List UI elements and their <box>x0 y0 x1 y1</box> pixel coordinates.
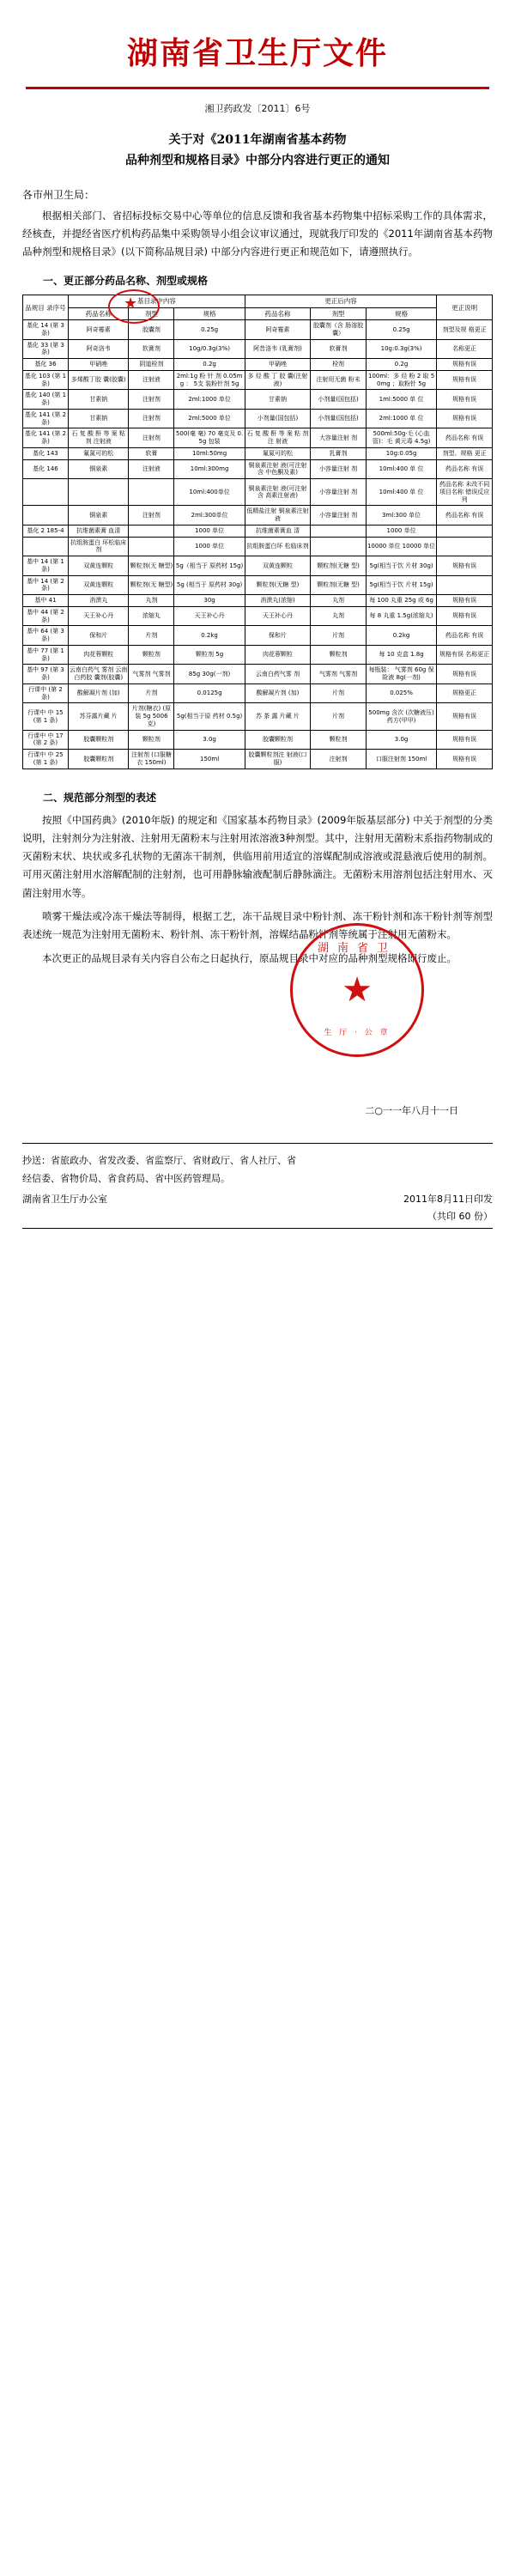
cell-spec-2: 500ml:50g·毛 (心血管)：毛 黄元毒 4.5g) <box>366 428 436 448</box>
cell-name: 胶囊颗粒剂 <box>68 750 129 769</box>
footer-divider <box>22 1143 493 1144</box>
cell-name-2: 云南白药气雾 剂 <box>245 665 310 684</box>
header-spec-2: 规格 <box>366 307 436 319</box>
cell-spec: 3.0g <box>174 730 245 750</box>
cell-form-2 <box>311 537 367 556</box>
cell-code: 基化 36 <box>23 359 69 371</box>
cell-note: 名称更正 <box>437 339 493 359</box>
cell-note: 规格有误 名称更正 <box>437 645 493 665</box>
cell-name: 铜泉素 <box>68 459 129 479</box>
cell-spec: 0.0125g <box>174 683 245 703</box>
cell-spec: 2ml:1g 粉 针 剂 0.05mg ： 5支 装粉针剂 5g <box>174 370 245 390</box>
cell-name: 氟氮可的松 <box>68 447 129 459</box>
footer-copies: （共印 60 份） <box>427 1210 493 1222</box>
cell-spec: 5g（相当于 原药材 15g) <box>174 556 245 576</box>
cell-code: 基中 97 (第 3 条) <box>23 665 69 684</box>
table-row <box>23 730 493 750</box>
cell-spec: 5g(相当于原 药材 0.5g) <box>174 703 245 730</box>
cell-form-2: 丸剂 <box>311 595 367 607</box>
cell-code: 基化 141 (第 2 条) <box>23 428 69 448</box>
cell-spec: 天王补心丹 <box>174 606 245 626</box>
cell-name: 肉花蓉颗粒 <box>68 645 129 665</box>
cell-code: 行课中 中 17 (第 2 条) <box>23 730 69 750</box>
cell-code: 基化 146 <box>23 459 69 479</box>
cell-spec-2: 每 10 克盒 1.8g <box>366 645 436 665</box>
cell-spec: 1000 单位 <box>174 537 245 556</box>
seal-star-icon: ★ <box>342 969 373 1010</box>
cell-code: 基中 44 (第 2 条) <box>23 606 69 626</box>
cell-name-2: 阿奇霉素 <box>245 320 310 340</box>
header-name: 药品名称 <box>68 307 129 319</box>
cell-form-2: 大容量注射 剂 <box>311 428 367 448</box>
cell-form: 软膏 <box>129 447 174 459</box>
cell-form-2: 小容量注射 剂 <box>311 459 367 479</box>
table-row <box>23 556 493 576</box>
cell-spec-2: 10g:0.3g(3%) <box>366 339 436 359</box>
cell-spec-2: 1000 单位 <box>366 525 436 537</box>
cell-form-2: 丸剂 <box>311 606 367 626</box>
table-row <box>23 339 493 359</box>
cell-form-2: 小容量注射 剂 <box>311 506 367 526</box>
header-note: 更正说明 <box>437 295 493 320</box>
cell-code: 行课中 中 15 (第 1 条) <box>23 703 69 730</box>
cell-spec-2: 10000 单位 10000 单位 <box>366 537 436 556</box>
footer-issuer: 湖南省卫生厅办公室 <box>22 1193 107 1205</box>
cell-form: 注射剂 (口服糖衣 150ml) <box>129 750 174 769</box>
cell-spec-2: 100ml：多 烃 粉 2 取 50mg ；取粉针 5g <box>366 370 436 390</box>
cell-form-2: 注射剂 <box>311 750 367 769</box>
cell-spec-2: 10ml:400 单 位 <box>366 479 436 506</box>
cell-spec-2: 3ml:300 单位 <box>366 506 436 526</box>
cell-note: 药品名称 有误 <box>437 428 493 448</box>
cell-name-2: 颗粒剂(无糖 型) <box>245 575 310 595</box>
cell-name-2: 胶囊颗粒剂注 射液(口服) <box>245 750 310 769</box>
cell-form: 颗粒剂(无 糖型) <box>129 575 174 595</box>
cell-spec-2: 500mg 含次 (次糖液压) 药方(甲甲) <box>366 703 436 730</box>
header-group-original: 基目录中内容 <box>68 295 245 307</box>
cell-form <box>129 525 174 537</box>
cell-spec: 颗粒剂 5g <box>174 645 245 665</box>
cell-name: 双黄连颗粒 <box>68 575 129 595</box>
letterhead-title: 湖南省卫生厅文件 <box>126 35 388 71</box>
table-row <box>23 459 493 479</box>
cell-spec: 150ml <box>174 750 245 769</box>
cell-note: 规格有误 <box>437 370 493 390</box>
table-row <box>23 626 493 646</box>
cell-spec-2: 0.2kg <box>366 626 436 646</box>
cell-code: 基中 64 (第 3 条) <box>23 626 69 646</box>
cell-name: 阿奇洛韦 <box>68 339 129 359</box>
cell-code: 基化 141 (第 2 条) <box>23 409 69 428</box>
cell-form: 片剂(糖衣) (原装 5g 5006 克) <box>129 703 174 730</box>
section-2-heading: 二、规范部分剂型的表述 <box>43 791 157 804</box>
cell-name-2: 小剂量(国包括) <box>245 409 310 428</box>
cell-name-2: 肉花蓉颗粒 <box>245 645 310 665</box>
cell-form-2: 颗粒剂 <box>311 730 367 750</box>
correction-table <box>22 295 493 769</box>
cell-form-2: 片剂 <box>311 626 367 646</box>
cell-note: 药品名称 有误 <box>437 626 493 646</box>
cell-name: 铜泉素 <box>68 506 129 526</box>
table-column-header-row <box>23 307 493 319</box>
cell-form: 颗粒剂 <box>129 645 174 665</box>
cell-spec-2: 3.0g <box>366 730 436 750</box>
cell-form-2: 小容量注射 剂 <box>311 479 367 506</box>
cell-name: 苏芬露片藏 片 <box>68 703 129 730</box>
cell-form <box>129 479 174 506</box>
cell-code: 基化 2 185-4 <box>23 525 69 537</box>
cell-form: 注射剂 <box>129 409 174 428</box>
paragraph-4: 本次更正的品规目录有关内容自公布之日起执行，原品规目录中对应的品种剂型规格即行废止。 <box>42 951 457 964</box>
table-row <box>23 506 493 526</box>
cell-form-2: 小剂量(国包括) <box>311 409 367 428</box>
cell-form-2: 气雾剂 气雾剂 <box>311 665 367 684</box>
cell-spec: 2ml:300单位 <box>174 506 245 526</box>
cell-note: 规格有误 <box>437 556 493 576</box>
cell-form: 浓缩丸 <box>129 606 174 626</box>
header-group-corrected: 更正后内容 <box>245 295 437 307</box>
cell-form: 注射剂 <box>129 506 174 526</box>
cell-name: 酸解凝片剂 (加) <box>68 683 129 703</box>
cell-name: 胶囊颗粒剂 <box>68 730 129 750</box>
table-row <box>23 428 493 448</box>
seal-arc-bottom: 生 厅 · 公 章 <box>324 1028 391 1037</box>
cell-note <box>437 525 493 537</box>
cell-spec-2: 5g(相当于饮 片材 30g) <box>366 556 436 576</box>
cell-spec: 30g <box>174 595 245 607</box>
cell-code <box>23 479 69 506</box>
cell-code <box>23 506 69 526</box>
cell-name: 天王补心丹 <box>68 606 129 626</box>
cell-name: 甘素钠 <box>68 390 129 410</box>
cell-name-2: 抗组胺蛋白环 松临床剂 <box>245 537 310 556</box>
cell-note: 规格有误 <box>437 390 493 410</box>
cell-code: 基中 14 (第 2 条) <box>23 575 69 595</box>
cell-spec: 2ml:5000 单位 <box>174 409 245 428</box>
cell-form: 片剂 <box>129 683 174 703</box>
header-spec: 规格 <box>174 307 245 319</box>
cell-note: 规格有误 <box>437 359 493 371</box>
cell-note: 规格有误 <box>437 409 493 428</box>
footer-issue-row <box>22 1192 493 1206</box>
paragraph-3: 喷雾干燥法或冷冻干燥法等制得，根据工艺，冻干品规目录中粉针剂、冻干粉针剂和冻干粉针剂等剂型表述统一规范为注射用无菌粉末、粉针剂、冻干粉针剂，溶媒结晶粉针剂等统属于注射用无菌粉末。 <box>22 909 493 941</box>
cell-name-2: 抗维菌素膏血 清 <box>245 525 310 537</box>
cell-code: 基化 143 <box>23 447 69 459</box>
section-1-heading: 一、更正部分药品名称、剂型或规格 <box>43 275 209 288</box>
cell-spec: 2ml:1000 单位 <box>174 390 245 410</box>
cell-spec-2: 1ml:5000 单 位 <box>366 390 436 410</box>
cell-spec-2: 0.25g <box>366 320 436 340</box>
table-row <box>23 409 493 428</box>
cell-spec-2: 0.025% <box>366 683 436 703</box>
cell-spec: 0.2kg <box>174 626 245 646</box>
cell-code: 基中 41 <box>23 595 69 607</box>
recipient-line: 各市州卫生局： <box>22 188 95 201</box>
cell-name: 多烯酸丁胶 囊(胶囊) <box>68 370 129 390</box>
cell-name-2: 多 烃 酸 丁 胶 囊(注射液) <box>245 370 310 390</box>
cell-spec-2: 10ml:400 单 位 <box>366 459 436 479</box>
cell-note <box>437 575 493 595</box>
table-group-header-row <box>23 295 493 307</box>
seal-arc-top: 湖南省卫 <box>317 941 397 955</box>
cell-name-2: 氟氮可的松 <box>245 447 310 459</box>
cell-form: 颗粒剂 <box>129 730 174 750</box>
cell-form: 片剂 <box>129 626 174 646</box>
cell-spec: 10ml:400单位 <box>174 479 245 506</box>
cell-form-2: 颗粒剂(无糖 型) <box>311 575 367 595</box>
annotation-star-icon: ★ <box>124 295 138 313</box>
cell-spec-2: 2ml:1000 单 位 <box>366 409 436 428</box>
cell-name-2: 石 复 酸 酐 等 案 粘 剂 注 射液 <box>245 428 310 448</box>
cell-spec-2: 口服注射剂 150ml <box>366 750 436 769</box>
cell-spec-2: 10g:0.05g <box>366 447 436 459</box>
cell-note: 规格有误 <box>437 730 493 750</box>
cell-form: 胶囊剂 <box>129 320 174 340</box>
table-row <box>23 645 493 665</box>
cc-line-1: 抄送：省旅政办、省发改委、省监察厅、省财政厅、省人社厅、省 <box>22 1154 296 1166</box>
cell-spec: 10g/0.3g(3%) <box>174 339 245 359</box>
table-row <box>23 537 493 556</box>
cell-name: 石 复 酸 酐 等 案 粘 剂 注射液 <box>68 428 129 448</box>
cell-name-2: 铜泉素注射 液(可注射含 中色酮及素) <box>245 459 310 479</box>
cell-name-2: 酸解凝片剂 (加) <box>245 683 310 703</box>
cell-code: 行课中 (第 2 条) <box>23 683 69 703</box>
document-number: 湘卫药政发〔2011〕6号 <box>204 103 311 114</box>
cell-name-2: 天王补心丹 <box>245 606 310 626</box>
table-row <box>23 665 493 684</box>
cell-name-2: 铜泉素注射 液(可注射含 高素注射液) <box>245 479 310 506</box>
cell-form-2: 胶囊剂（含 肠溶胶囊） <box>311 320 367 340</box>
cell-form: 注射液 <box>129 459 174 479</box>
cell-spec: 1000 单位 <box>174 525 245 537</box>
cell-name-2: 甘素钠 <box>245 390 310 410</box>
cell-code: 基化 33 (第 3 条) <box>23 339 69 359</box>
table-row <box>23 359 493 371</box>
table-row <box>23 703 493 730</box>
cell-name-2: 保和片 <box>245 626 310 646</box>
cell-form-2: 注射用无菌 粉末 <box>311 370 367 390</box>
cell-note: 规格有误 <box>437 606 493 626</box>
cell-form: 注射剂 <box>129 428 174 448</box>
cell-name-2: 双黄连颗粒 <box>245 556 310 576</box>
header-name-2: 药品名称 <box>245 307 310 319</box>
cell-note: 药品名称 未改不同 项目名称 错误反应 列 <box>437 479 493 506</box>
table-row <box>23 750 493 769</box>
cell-form-2: 片剂 <box>311 703 367 730</box>
cell-form: 颗粒剂(无 糖型) <box>129 556 174 576</box>
header-form-2: 剂型 <box>311 307 367 319</box>
table-row <box>23 683 493 703</box>
table-row <box>23 370 493 390</box>
cell-form: 注射剂 <box>129 390 174 410</box>
table-row <box>23 606 493 626</box>
cell-name-2: 低精盐注射 铜泉素注射 液 <box>245 506 310 526</box>
signature-date: 二○一一年八月十一日 <box>365 1104 458 1116</box>
table-row <box>23 595 493 607</box>
cell-spec-2: 每瓶装： 气雾剂 60g 保险液 8g(一剂) <box>366 665 436 684</box>
title-line-2: 品种剂型和规格目录》中部分内容进行更正的通知 <box>125 153 390 167</box>
cell-spec: 5g (相当于 原药材 30g) <box>174 575 245 595</box>
cell-name: 云南白药气 雾剂 云南白药胶 囊剂(胶囊) <box>68 665 129 684</box>
cell-name: 保和片 <box>68 626 129 646</box>
cell-spec: 85g 30g(一剂) <box>174 665 245 684</box>
cell-form-2: 颗粒剂(无糖 型) <box>311 556 367 576</box>
cell-name: 消溃丸 <box>68 595 129 607</box>
header-form: 剂型 <box>129 307 174 319</box>
cc-line-2: 经信委、省物价局、省食药局、省中医药管理局。 <box>22 1172 230 1184</box>
table-row <box>23 575 493 595</box>
cell-form: 软膏剂 <box>129 339 174 359</box>
cell-spec: 0.2g <box>174 359 245 371</box>
table-body <box>23 320 493 769</box>
cell-code: 行课中 中 25 (第 1 条) <box>23 750 69 769</box>
cell-name <box>68 479 129 506</box>
title-line-1: 关于对《2011年湖南省基本药物 <box>168 133 347 147</box>
paragraph-2: 按照《中国药典》(2010年版) 的规定和《国家基本药物目录》(2009年版基层部分) 中关于剂型的分类说明，注射剂分为注射液、注射用无菌粉末与注射用浓溶液3种剂型。其中，注射用无菌粉末系指药物制成的灭菌粉末状、块状或多孔状物的无菌冻干制剂，供临用前用适宜的溶媒配制成溶液或混悬液后使用的制剂。可用灭菌注射用水溶解配制的注射剂，也可用静脉输液配制后静脉滴注。无菌粉末用溶剂包括注射用水、灭菌注射用水等。 <box>22 813 493 899</box>
cell-note: 规格更正 <box>437 683 493 703</box>
footer-print-date: 2011年8月11日印发 <box>403 1193 493 1205</box>
header-code: 品规目 录序号 <box>23 295 69 320</box>
cell-code: 基中 14 (第 1 条) <box>23 556 69 576</box>
table-row <box>23 390 493 410</box>
cell-spec: 500(毫 毫) 70 毫克及 0.5g 包装 <box>174 428 245 448</box>
cell-form-2: 片剂 <box>311 683 367 703</box>
cell-spec-2: 0.2g <box>366 359 436 371</box>
cell-spec-2: 5g(相当于饮 片材 15g) <box>366 575 436 595</box>
cell-form: 气雾剂 气雾剂 <box>129 665 174 684</box>
table-row <box>23 525 493 537</box>
cell-name-2: 胶囊颗粒剂 <box>245 730 310 750</box>
cell-note: 剂型及规 格更正 <box>437 320 493 340</box>
cell-code: 基中 77 (第 1 条) <box>23 645 69 665</box>
cell-form: 丸剂 <box>129 595 174 607</box>
cell-form-2: 乳膏剂 <box>311 447 367 459</box>
official-seal-icon <box>290 923 424 1057</box>
cell-spec: 10ml:50mg <box>174 447 245 459</box>
cell-form <box>129 537 174 556</box>
cell-form-2: 软膏剂 <box>311 339 367 359</box>
footer-bottom-divider <box>22 1228 493 1229</box>
cell-code: 基化 140 (第 1 条) <box>23 390 69 410</box>
table-container <box>22 295 493 769</box>
cell-name: 双黄连颗粒 <box>68 556 129 576</box>
cell-note: 规格有误 <box>437 595 493 607</box>
cell-name: 抗组胺蛋白 环松临床剂 <box>68 537 129 556</box>
cell-name: 阿奇霉素 <box>68 320 129 340</box>
table-row <box>23 479 493 506</box>
table-row <box>23 447 493 459</box>
cell-spec-2: 每 100 丸重 25g 或 6g <box>366 595 436 607</box>
cell-name: 甲硝唑 <box>68 359 129 371</box>
cell-form-2: 颗粒剂 <box>311 645 367 665</box>
cell-name: 甘素钠 <box>68 409 129 428</box>
cell-code: 基化 14 (第 3 条) <box>23 320 69 340</box>
cell-note: 规格有误 <box>437 665 493 684</box>
cell-form-2 <box>311 525 367 537</box>
cell-name-2: 阿昔洛韦 (乳膏剂) <box>245 339 310 359</box>
cell-note: 药品名称 有误 <box>437 459 493 479</box>
cell-form: 阴道栓剂 <box>129 359 174 371</box>
page-title <box>48 131 467 172</box>
red-divider <box>26 87 489 89</box>
cell-code <box>23 537 69 556</box>
cell-form-2: 栓剂 <box>311 359 367 371</box>
cell-name: 抗维菌素膏 血清 <box>68 525 129 537</box>
cell-note: 药品名称 有误 <box>437 506 493 526</box>
cell-spec: 0.25g <box>174 320 245 340</box>
paragraph-intro: 根据相关部门、省招标投标交易中心等单位的信息反馈和我省基本药物集中招标采购工作的具体需求，经核查，并提经省医疗机构药品集中采购领导小组会议审议通过，现就我厅印发的《2011年湖南省基本药物品种剂型和规格目录》(以下简称品规目录) 中部分内容进行更正和规范如下，请遵照执行。 <box>22 209 493 258</box>
cell-form-2: 小剂量(国包括) <box>311 390 367 410</box>
cell-spec: 10ml:300mg <box>174 459 245 479</box>
cell-name-2: 消溃丸(浓缩) <box>245 595 310 607</box>
cell-note: 剂型、规格 更正 <box>437 447 493 459</box>
cell-note: 规格有误 <box>437 750 493 769</box>
cell-form: 注射液 <box>129 370 174 390</box>
cell-name-2: 苏 茶 露 片藏 片 <box>245 703 310 730</box>
cell-spec-2: 每 8 丸重 1.5g(浓缩丸) <box>366 606 436 626</box>
cell-note: 规格有误 <box>437 703 493 730</box>
cell-code: 基化 103 (第 1 条) <box>23 370 69 390</box>
cell-name-2: 甲硝唑 <box>245 359 310 371</box>
table-row <box>23 320 493 340</box>
cell-note <box>437 537 493 556</box>
